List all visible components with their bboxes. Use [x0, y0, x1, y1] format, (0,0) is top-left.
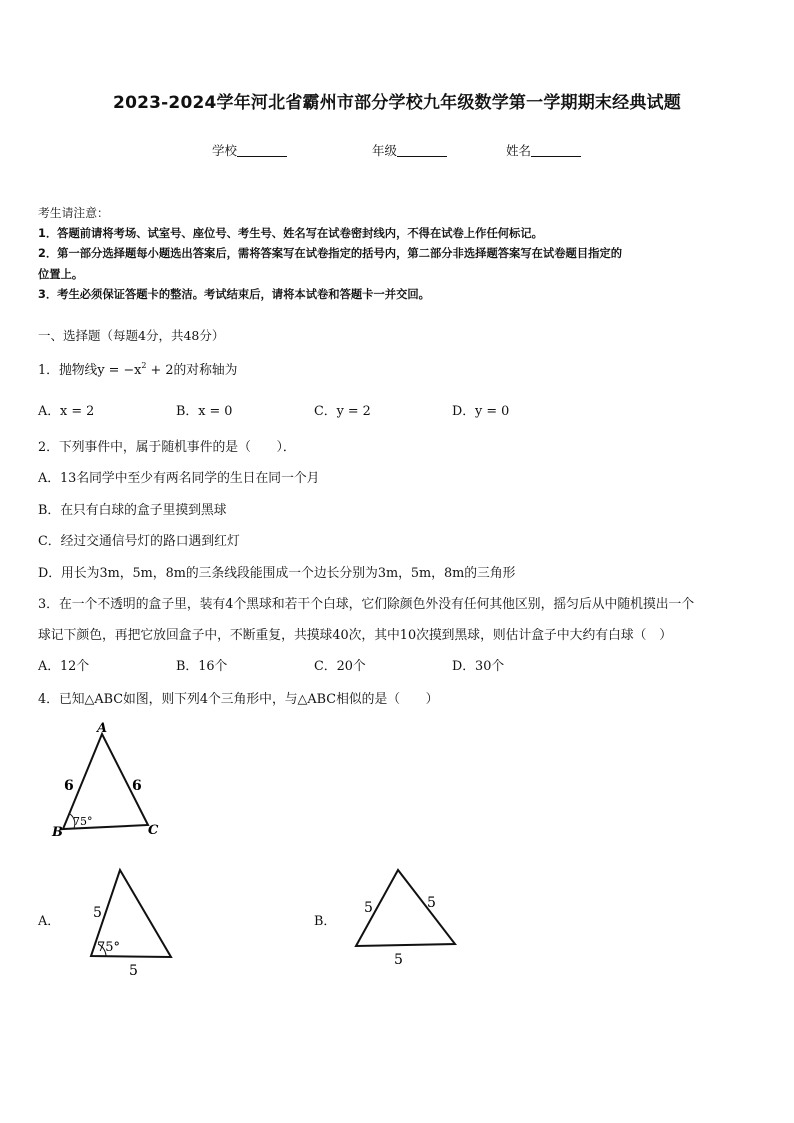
- q1-formula-b: + 2: [146, 363, 174, 378]
- q1-formula-exp: 2: [141, 361, 147, 370]
- school-field: [212, 141, 287, 159]
- question-4-stem: 4．已知△ABC如图，则下列4个三角形中，与△ABC相似的是（ ）: [38, 692, 439, 707]
- question-3-line-1: 3．在一个不透明的盒子里，装有4个黑球和若干个白球，它们除颜色外没有任何其他区别，摇匀后从中随机摸出一个: [38, 597, 695, 612]
- name-label: 姓名: [506, 143, 532, 158]
- grade-label: 年级: [372, 143, 398, 158]
- q1-option-c[interactable]: C．y = 2: [314, 404, 371, 419]
- name-field: [506, 141, 581, 159]
- question-3-line-2: 球记下颜色，再把它放回盒子中，不断重复，共摸球40次，其中10次摸到黑球，则估计盒子中大约有白球（ ）: [38, 628, 673, 643]
- side-bottom-label: 5: [129, 963, 138, 979]
- triangle-abc-figure: [40, 718, 180, 848]
- q1-suffix: 的对称轴为: [173, 363, 238, 378]
- question-2-stem: 2．下列事件中，属于随机事件的是（ ）．: [38, 440, 296, 455]
- school-blank[interactable]: [237, 144, 287, 157]
- question-1-stem: [38, 359, 237, 378]
- q1-option-b[interactable]: B．x = 0: [176, 404, 233, 419]
- q1-option-a[interactable]: A．x = 2: [38, 404, 95, 419]
- name-blank[interactable]: [531, 144, 581, 157]
- q2-option-c[interactable]: C．经过交通信号灯的路口遇到红灯: [38, 534, 240, 549]
- q4-option-b-label[interactable]: B．: [314, 914, 337, 929]
- school-label: 学校: [212, 143, 238, 158]
- side-ac-label: 6: [132, 778, 142, 794]
- q1-formula-a: y = −x: [97, 363, 142, 378]
- notice-heading: 考生请注意：: [38, 206, 109, 220]
- angle-b-label: 75°: [73, 815, 93, 828]
- side-left-label: 5: [93, 905, 102, 921]
- notice-item: 2．第一部分选择题每小题选出答案后，需将答案写在试卷指定的括号内，第二部分非选择题答案写在试卷题目指定的: [38, 247, 623, 260]
- notice-item: 位置上。: [38, 267, 84, 281]
- q4-option-a-figure[interactable]: [84, 864, 194, 984]
- angle-label: 75°: [97, 940, 121, 955]
- vertex-c-label: C: [148, 823, 159, 838]
- q3-option-d[interactable]: D．30个: [452, 659, 505, 674]
- grade-blank[interactable]: [397, 144, 447, 157]
- q3-option-b[interactable]: B．16个: [176, 659, 228, 674]
- notice-block: [38, 203, 760, 306]
- q2-option-a[interactable]: A．13名同学中至少有两名同学的生日在同一个月: [38, 471, 320, 486]
- q3-option-c[interactable]: C．20个: [314, 659, 366, 674]
- q1-prefix: 1．抛物线: [38, 363, 98, 378]
- page-title: 2023-2024学年河北省霸州市部分学校九年级数学第一学期期末经典试题: [113, 93, 681, 113]
- side-ab-label: 6: [64, 778, 74, 794]
- vertex-b-label: B: [52, 825, 63, 840]
- side-bottom-label: 5: [394, 952, 403, 968]
- q2-option-b[interactable]: B．在只有白球的盒子里摸到黑球: [38, 503, 227, 518]
- side-right-label: 5: [427, 895, 436, 911]
- vertex-a-label: A: [97, 721, 108, 736]
- q2-option-d[interactable]: D．用长为3m，5m，8m的三条线段能围成一个边长分别为3m，5m，8m的三角形: [38, 566, 516, 581]
- section-heading: 一、选择题（每题4分，共48分）: [38, 328, 225, 343]
- notice-item: 3．考生必须保证答题卡的整洁。考试结束后，请将本试卷和答题卡一并交回。: [38, 288, 430, 301]
- q1-option-d[interactable]: D．y = 0: [452, 404, 510, 419]
- side-left-label: 5: [364, 900, 373, 916]
- q3-option-a[interactable]: A．12个: [38, 659, 90, 674]
- grade-field: [372, 141, 447, 159]
- q4-option-b-figure[interactable]: [348, 864, 468, 974]
- notice-item: 1．答题前请将考场、试室号、座位号、考生号、姓名写在试卷密封线内，不得在试卷上作任何标记。: [38, 226, 543, 240]
- q4-option-a-label[interactable]: A．: [38, 914, 61, 929]
